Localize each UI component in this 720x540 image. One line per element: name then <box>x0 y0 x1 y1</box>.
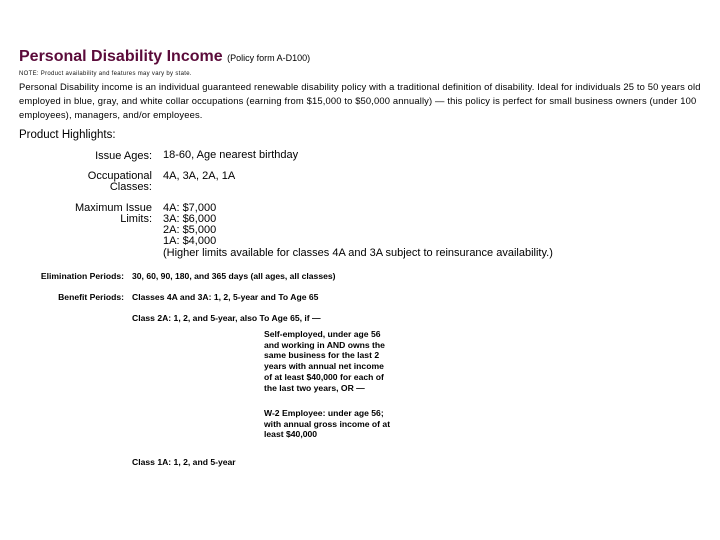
self-employed-condition <box>264 329 385 393</box>
benefit-periods-line-1: Classes 4A and 3A: 1, 2, 5-year and To Age 65 <box>132 292 319 302</box>
limits-note: (Higher limits available for classes 4A and 3A subject to reinsurance availability.) <box>163 247 553 259</box>
highlights-heading: Product Highlights: <box>19 129 116 141</box>
limit-2a: 2A: $5,000 <box>163 224 217 236</box>
limit-3a: 3A: $6,000 <box>163 213 217 225</box>
elimination-periods-label: Elimination Periods: <box>40 271 124 281</box>
w2-employee-condition <box>264 408 390 440</box>
w2-line: with annual gross income of at <box>264 418 391 429</box>
benefit-periods-label: Benefit Periods: <box>58 292 124 302</box>
self-employed-line: years with annual net income <box>264 361 384 372</box>
self-employed-line: and working in AND owns the <box>264 339 385 350</box>
availability-note: NOTE: Product availability and features may vary by state. <box>19 71 192 77</box>
max-issue-limits-label-2: Limits: <box>120 213 152 225</box>
issue-ages-label: Issue Ages: <box>95 150 152 162</box>
occupational-classes-value: 4A, 3A, 2A, 1A <box>163 170 236 182</box>
title-main: Personal Disability Income <box>19 48 223 65</box>
issue-ages-value: 18-60, Age nearest birthday <box>163 149 299 161</box>
self-employed-line: Self-employed, under age 56 <box>264 329 381 339</box>
page-title <box>19 48 310 66</box>
w2-line: least $40,000 <box>264 429 318 440</box>
self-employed-line: the last two years, OR — <box>264 382 365 393</box>
occupational-classes-label-1: Occupational <box>87 170 152 182</box>
occupational-classes-label-2: Classes: <box>109 181 152 193</box>
limit-4a: 4A: $7,000 <box>163 202 217 214</box>
max-issue-limits-label-1: Maximum Issue <box>74 202 152 214</box>
w2-line: W-2 Employee: under age 56; <box>264 408 384 418</box>
benefit-periods-line-2: Class 2A: 1, 2, and 5-year, also To Age 65, if — <box>132 313 321 323</box>
benefit-periods-line-3: Class 1A: 1, 2, and 5-year <box>132 457 236 467</box>
self-employed-line: of at least $40,000 for each of <box>264 371 384 382</box>
policy-form: (Policy form A-D100) <box>227 53 311 63</box>
product-description: Personal Disability income is an individual guaranteed renewable disability policy with a traditional definition of disability. Ideal for individuals 25 to 50 years old employed in blue, gray, and white collar occupations (earning from $15,000 to $50,000 annually) — this policy is perfect for small business owners (under 100 employees), managers, and/or employees. <box>19 81 701 120</box>
limit-1a: 1A: $4,000 <box>163 235 217 247</box>
self-employed-line: same business for the last 2 <box>264 350 380 361</box>
elimination-periods-value: 30, 60, 90, 180, and 365 days (all ages, all classes) <box>132 271 336 281</box>
